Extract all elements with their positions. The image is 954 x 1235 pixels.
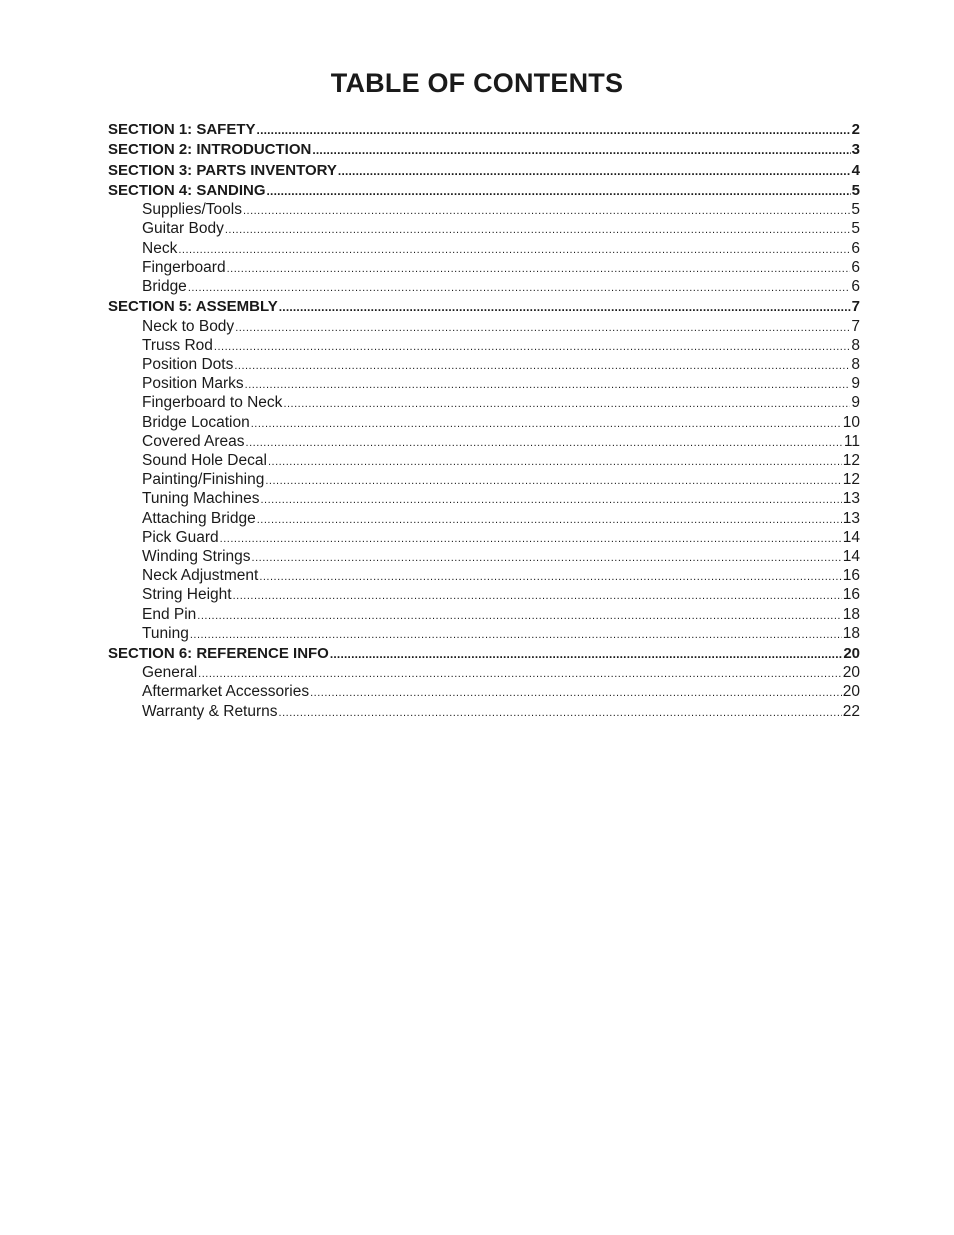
toc-subsection-entry[interactable] (108, 278, 860, 297)
toc-entry-label: SECTION 6: REFERENCE INFO (108, 644, 329, 662)
toc-entry-label: SECTION 4: SANDING (108, 181, 266, 199)
toc-page-number: 13 (842, 490, 860, 508)
toc-entry-label: Position Dots (142, 355, 234, 373)
dot-leader (178, 242, 850, 259)
toc-page-number: 7 (851, 298, 860, 316)
toc-entry-label: General (142, 664, 198, 682)
toc-subsection-entry[interactable] (108, 664, 860, 683)
toc-entry-label: Fingerboard (142, 258, 226, 276)
toc-subsection-entry[interactable] (108, 510, 860, 529)
toc-page-number: 8 (851, 336, 860, 354)
dot-leader (188, 280, 851, 297)
toc-page-number: 13 (842, 509, 860, 527)
dot-leader (259, 569, 841, 586)
toc-page-number: 5 (851, 181, 860, 199)
toc-subsection-entry[interactable] (108, 240, 860, 259)
toc-subsection-entry[interactable] (108, 433, 860, 452)
dot-leader (279, 297, 851, 317)
toc-page-number: 14 (842, 547, 860, 565)
toc-entry-label: Supplies/Tools (142, 201, 242, 219)
toc-entry-label: Winding Strings (142, 547, 251, 565)
dot-leader (268, 454, 842, 471)
toc-subsection-entry[interactable] (108, 414, 860, 433)
toc-subsection-entry[interactable] (108, 548, 860, 567)
table-of-contents (108, 120, 860, 722)
toc-page-number: 18 (842, 605, 860, 623)
toc-subsection-entry[interactable] (108, 375, 860, 394)
toc-entry-label: Tuning (142, 624, 189, 642)
toc-entry-label: String Height (142, 586, 232, 604)
toc-subsection-entry[interactable] (108, 586, 860, 605)
toc-entry-label: Neck to Body (142, 317, 235, 335)
toc-page-number: 9 (851, 394, 860, 412)
dot-leader (197, 608, 841, 625)
toc-entry-label: Pick Guard (142, 528, 219, 546)
toc-page-number: 12 (842, 471, 860, 489)
dot-leader (310, 685, 842, 702)
dot-leader (234, 358, 850, 375)
toc-page-number: 18 (842, 624, 860, 642)
toc-subsection-entry[interactable] (108, 318, 860, 337)
dot-leader (214, 339, 850, 356)
dot-leader (227, 261, 851, 278)
toc-page-number: 5 (851, 220, 860, 238)
toc-page-number: 20 (843, 644, 860, 662)
dot-leader (225, 222, 851, 239)
toc-page-number: 11 (843, 432, 860, 450)
toc-entry-label: Attaching Bridge (142, 509, 256, 527)
dot-leader (267, 181, 851, 201)
toc-entry-label: Aftermarket Accessories (142, 683, 310, 701)
toc-page-number: 4 (851, 161, 860, 179)
toc-entry-label: Bridge Location (142, 413, 250, 431)
toc-subsection-entry[interactable] (108, 356, 860, 375)
toc-entry-label: Sound Hole Decal (142, 451, 267, 469)
toc-subsection-entry[interactable] (108, 490, 860, 509)
dot-leader (243, 203, 850, 220)
dot-leader (283, 396, 850, 413)
toc-page-number: 10 (842, 413, 860, 431)
toc-page-number: 20 (842, 664, 860, 682)
page-title: TABLE OF CONTENTS (330, 68, 624, 98)
toc-entry-label: Fingerboard to Neck (142, 394, 283, 412)
toc-subsection-entry[interactable] (108, 471, 860, 490)
toc-subsection-entry[interactable] (108, 567, 860, 586)
toc-subsection-entry[interactable] (108, 529, 860, 548)
dot-leader (257, 120, 851, 140)
toc-entry-label: SECTION 1: SAFETY (108, 121, 256, 138)
dot-leader (246, 435, 843, 452)
toc-subsection-entry[interactable] (108, 683, 860, 702)
toc-page-number: 22 (842, 702, 860, 720)
toc-page-number: 14 (842, 528, 860, 546)
toc-entry-label: Position Marks (142, 375, 244, 393)
toc-page-number: 12 (842, 451, 860, 469)
toc-page-number: 20 (842, 683, 860, 701)
toc-entry-label: Warranty & Returns (142, 702, 278, 720)
dot-leader (257, 512, 842, 529)
toc-page-number: 6 (851, 258, 860, 276)
dot-leader (233, 588, 842, 605)
toc-page-number: 8 (851, 355, 860, 373)
toc-subsection-entry[interactable] (108, 259, 860, 278)
toc-section-entry[interactable] (108, 297, 860, 317)
toc-subsection-entry[interactable] (108, 625, 860, 644)
toc-page-number: 6 (851, 278, 860, 295)
toc-entry-label: Guitar Body (142, 220, 224, 238)
toc-entry-label: SECTION 3: PARTS INVENTORY (108, 161, 337, 179)
toc-entry-label: Truss Rod (142, 336, 213, 354)
toc-section-entry[interactable] (108, 181, 860, 201)
dot-leader (260, 492, 841, 509)
dot-leader (330, 644, 842, 664)
toc-page-number: 5 (851, 201, 860, 219)
toc-entry-label: Bridge (142, 278, 187, 295)
toc-page-number: 2 (851, 121, 860, 138)
toc-entry-label: SECTION 2: INTRODUCTION (108, 141, 312, 159)
toc-page-number: 7 (851, 317, 860, 335)
toc-page-number: 16 (842, 567, 860, 585)
dot-leader (265, 473, 841, 490)
dot-leader (245, 377, 851, 394)
toc-section-entry[interactable] (108, 161, 860, 181)
toc-page-number: 6 (851, 239, 860, 257)
toc-subsection-entry[interactable] (108, 394, 860, 413)
toc-page-number: 9 (851, 375, 860, 393)
toc-entry-label: End Pin (142, 605, 197, 623)
dot-leader (312, 140, 850, 160)
toc-subsection-entry[interactable] (108, 606, 860, 625)
toc-entry-label: Covered Areas (142, 432, 245, 450)
toc-entry-label: Neck Adjustment (142, 567, 259, 585)
toc-subsection-entry[interactable] (108, 452, 860, 471)
dot-leader (338, 161, 851, 181)
toc-entry-label: Tuning Machines (142, 490, 260, 508)
dot-leader (190, 627, 842, 644)
dot-leader (252, 550, 842, 567)
toc-entry-label: Neck (142, 239, 178, 257)
dot-leader (235, 320, 850, 337)
toc-section-entry[interactable] (108, 120, 860, 140)
toc-page-number: 16 (842, 586, 860, 604)
toc-entry-label: Painting/Finishing (142, 471, 265, 489)
dot-leader (198, 666, 842, 683)
toc-subsection-entry[interactable] (108, 201, 860, 220)
dot-leader (220, 531, 842, 548)
toc-entry-label: SECTION 5: ASSEMBLY (108, 298, 278, 316)
toc-subsection-entry[interactable] (108, 703, 860, 722)
toc-subsection-entry[interactable] (108, 337, 860, 356)
toc-section-entry[interactable] (108, 644, 860, 664)
toc-page-number: 3 (851, 141, 860, 159)
dot-leader (251, 416, 842, 433)
dot-leader (279, 705, 842, 722)
toc-subsection-entry[interactable] (108, 220, 860, 239)
toc-section-entry[interactable] (108, 140, 860, 160)
